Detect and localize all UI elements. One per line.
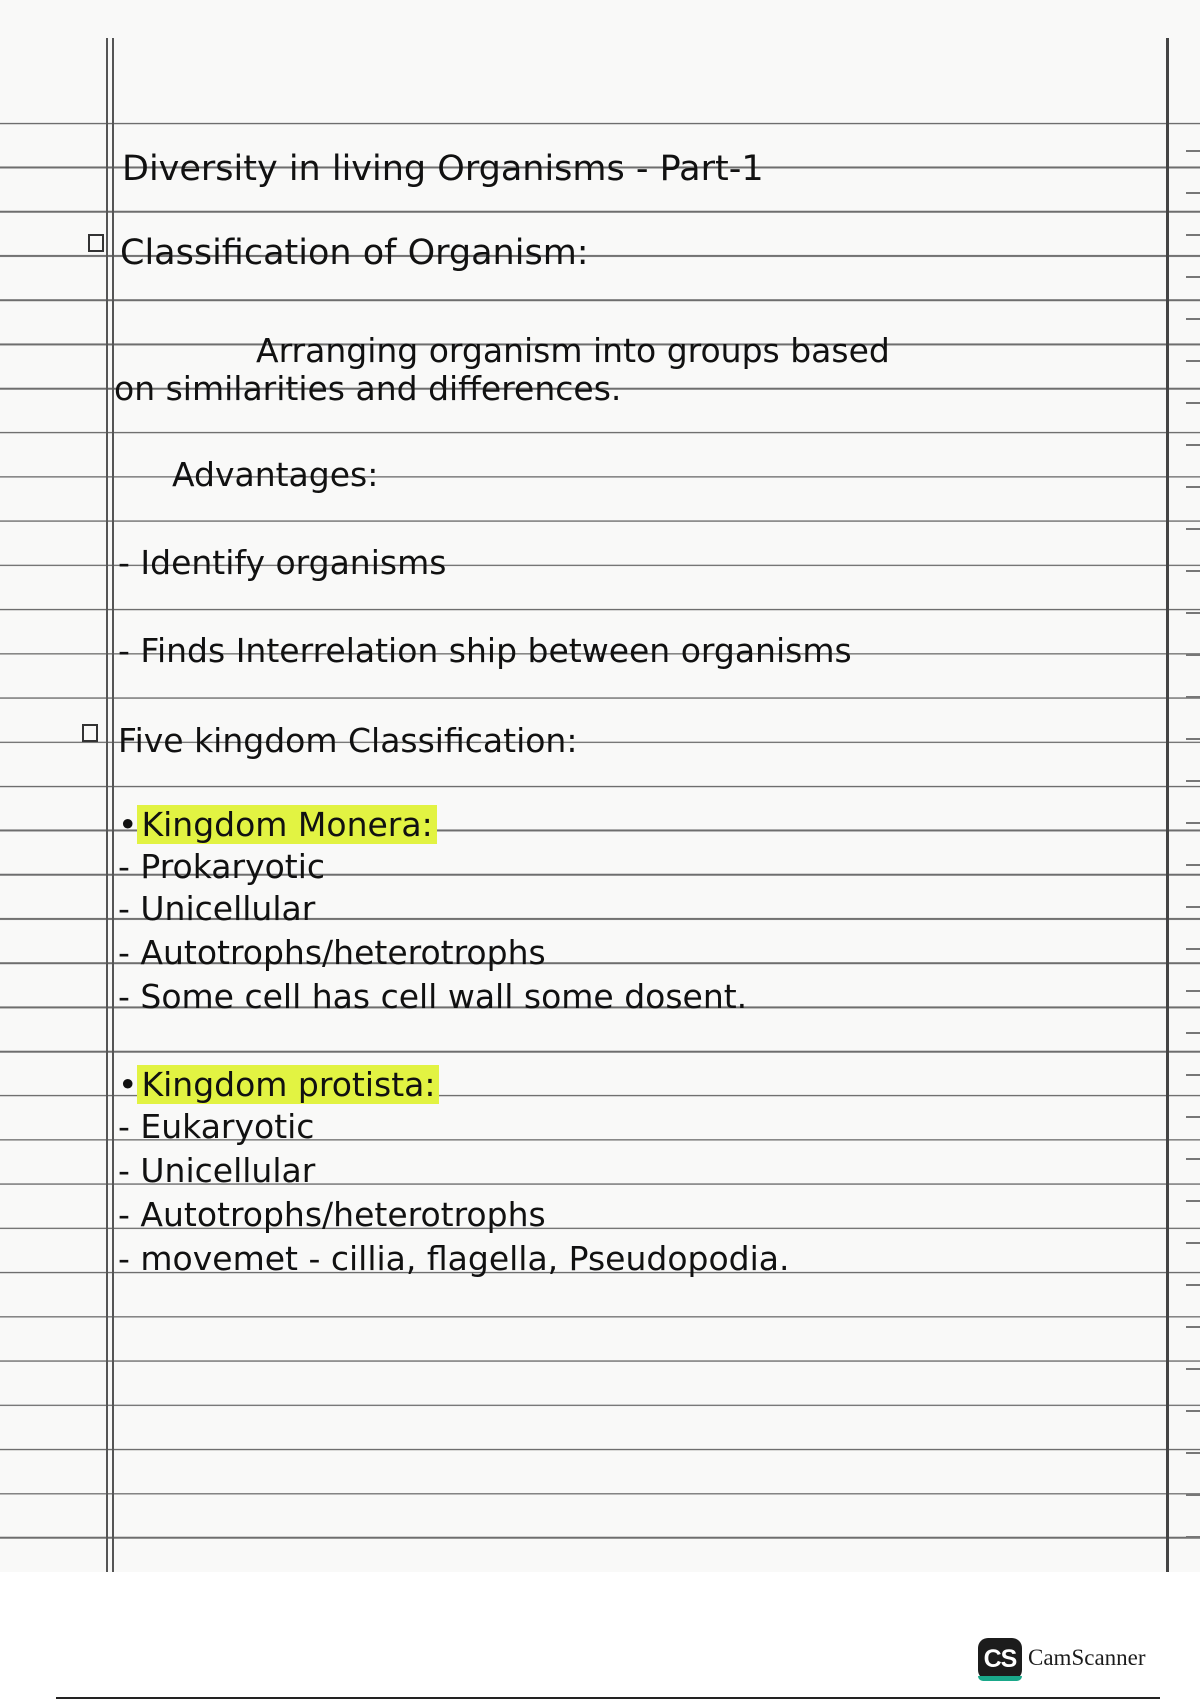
page-title: Diversity in living Organisms - Part-1 <box>122 149 764 189</box>
advantage-item: - Identify organisms <box>118 543 447 582</box>
monera-point: - Autotrophs/heterotrophs <box>118 933 546 972</box>
section-heading-five-kingdom: Five kingdom Classification: <box>118 721 578 760</box>
camscanner-logo: CS <box>978 1638 1022 1680</box>
kingdom-protista-heading: • Kingdom protista: <box>118 1068 439 1101</box>
kingdom-monera-heading: • Kingdom Monera: <box>118 808 437 841</box>
section-heading-classification: Classification of Organism: <box>120 233 589 273</box>
monera-point: - Unicellular <box>118 889 316 928</box>
monera-point: - Some cell has cell wall some dosent. <box>118 977 748 1016</box>
page-top-margin <box>0 0 1200 80</box>
section-bullet-box <box>88 234 104 252</box>
protista-point: - movemet - cillia, flagella, Pseudopodia. <box>118 1239 790 1278</box>
advantage-item: - Finds Interrelation ship between organisms <box>118 631 852 670</box>
camscanner-name: CamScanner <box>1028 1645 1146 1670</box>
protista-point: - Eukaryotic <box>118 1107 315 1146</box>
advantages-heading: Advantages: <box>172 455 379 494</box>
section-bullet-box <box>82 724 98 742</box>
margin-line-left <box>106 38 108 1572</box>
definition-line-2: on similarities and differences. <box>114 369 622 408</box>
margin-line-left-inner <box>112 38 114 1572</box>
protista-point: - Unicellular <box>118 1151 316 1190</box>
monera-point: - Prokaryotic <box>118 847 326 886</box>
protista-point: - Autotrophs/heterotrophs <box>118 1195 546 1234</box>
highlight-mark: Kingdom Monera: <box>137 805 436 844</box>
page-right-edge <box>1166 38 1169 1572</box>
footer-rule <box>56 1697 1160 1699</box>
highlight-mark: Kingdom protista: <box>137 1065 439 1104</box>
definition-line-1: Arranging organism into groups based <box>256 331 890 370</box>
page-edge-marks <box>1186 110 1200 1550</box>
